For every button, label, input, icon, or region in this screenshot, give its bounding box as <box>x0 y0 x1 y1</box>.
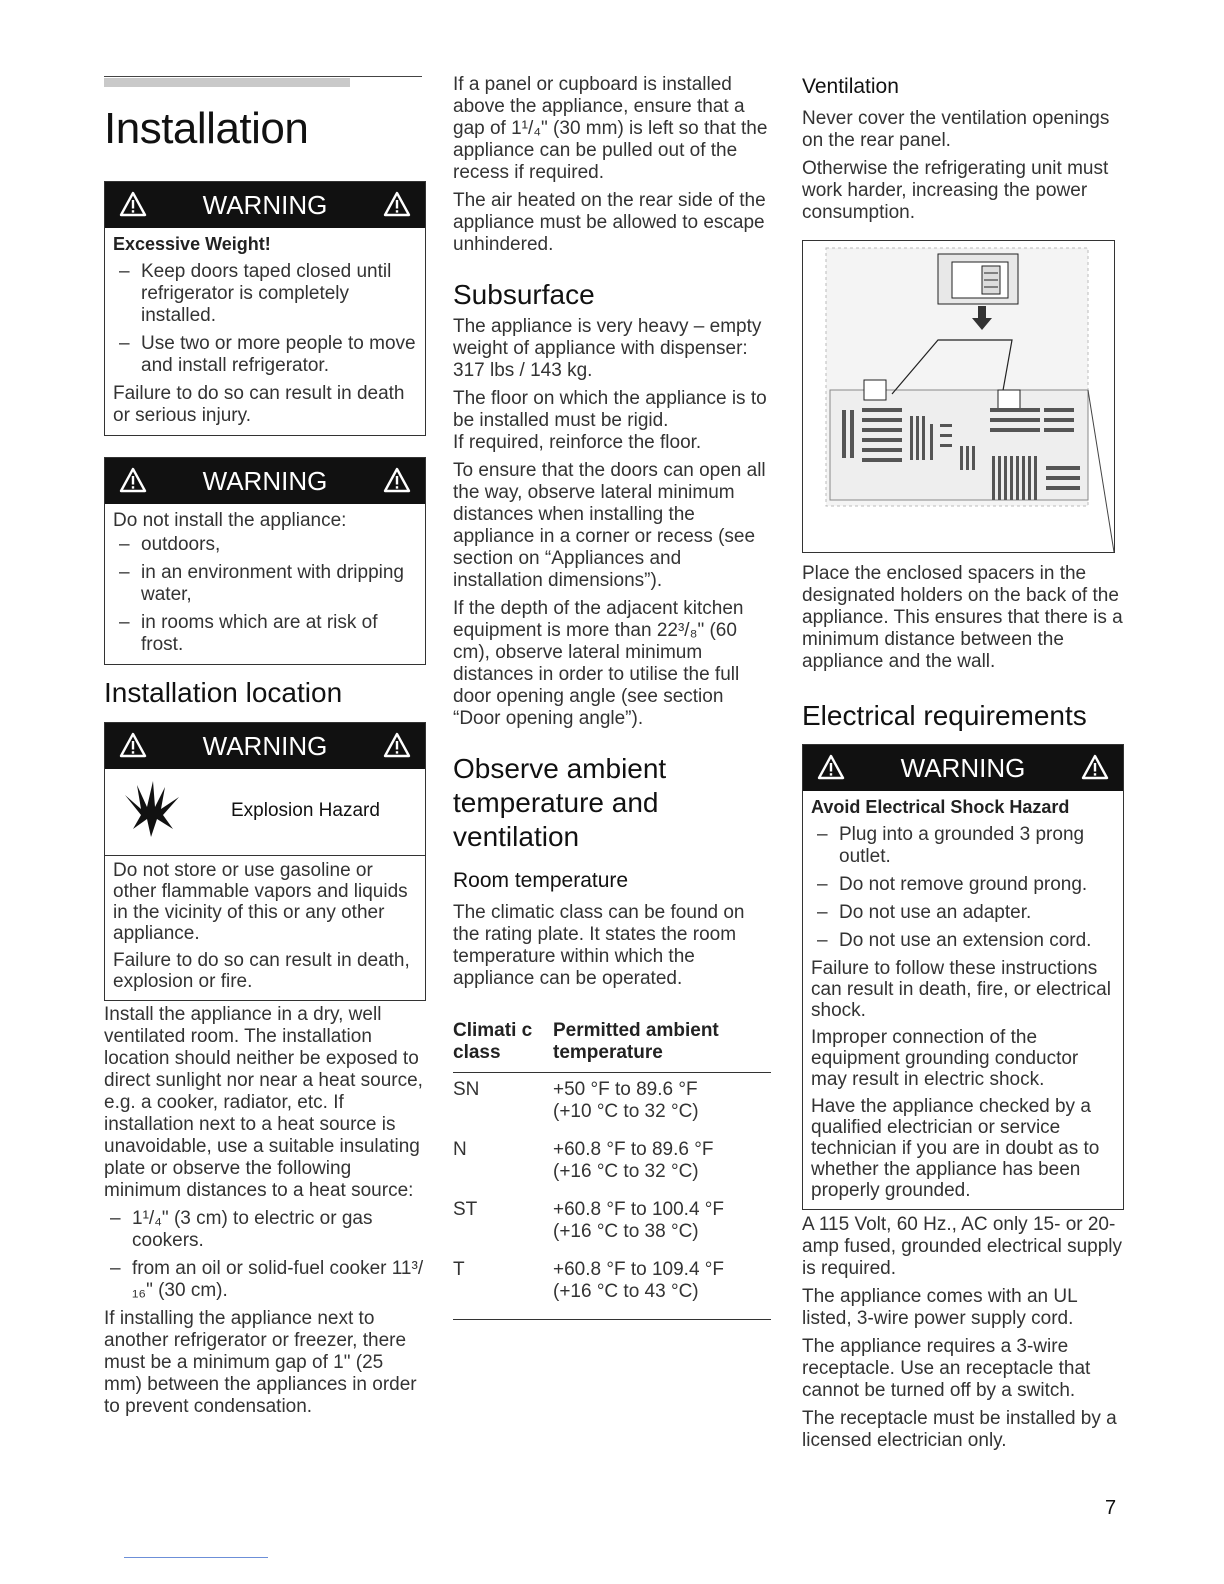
paragraph: The appliance is very heavy – empty weight of appliance with dispenser: 317 lbs / 143 kg. <box>453 316 762 381</box>
climatic-class-table <box>453 1020 771 1320</box>
warning-label: WARNING <box>202 465 328 496</box>
paragraph: If the depth of the adjacent kitchen equipment is more than 22³/₈" (60 cm), observe lateral minimum distances in order to utilise the full door opening angle (see section “Door opening angle”). <box>453 598 744 729</box>
warning-text: Failure to follow these instructions can result in death, fire, or electrical shock. <box>811 958 1111 1021</box>
section-heading-installation-location: Installation location <box>104 677 343 708</box>
paragraph: If a panel or cupboard is installed above the appliance, ensure that a gap of 1¹/₄" (30 mm) is left so that the appliance can be pulled out of the recess if required. <box>453 74 768 183</box>
paragraph: The floor on which the appliance is to be installed must be rigid. <box>453 388 767 431</box>
warning-triangle-icon <box>817 754 845 780</box>
paragraph: The receptacle must be installed by a licensed electrician only. <box>802 1408 1117 1451</box>
warning-box-electrical <box>802 744 1124 1210</box>
warning-label: WARNING <box>900 752 1026 783</box>
table-cell <box>553 1199 771 1259</box>
distance-list <box>104 1208 426 1302</box>
temp-f: +60.8 °F to 89.6 °F <box>553 1139 714 1160</box>
warning-text: Failure to do so can result in death, explosion or fire. <box>113 950 410 992</box>
page-title: Installation <box>104 104 309 153</box>
paragraph: The air heated on the rear side of the appliance must be allowed to escape unhindered. <box>453 190 766 255</box>
paragraph: The appliance comes with an UL listed, 3-wire power supply cord. <box>802 1286 1077 1329</box>
list-item: – Keep doors taped closed until refrigerator is completely installed. <box>113 261 417 327</box>
list-item: – outdoors, <box>113 534 417 556</box>
list-item: – Do not use an adapter. <box>811 902 1115 924</box>
paragraph: Install the appliance in a dry, well ventilated room. The installation location should neither be exposed to direct sunlight nor near a heat source, e.g. a cooker, radiator, etc. If installation next to a heat source is unavoidable, use a suitable insulating plate or observe the following minimum distances to a heat source: <box>104 1004 423 1201</box>
temp-f: +60.8 °F to 100.4 °F <box>553 1199 724 1220</box>
warning-footer: Failure to do so can result in death or serious injury. <box>113 383 405 426</box>
table-cell <box>553 1139 771 1199</box>
warning-header <box>803 745 1123 791</box>
paragraph: Never cover the ventilation openings on the rear panel. <box>802 108 1110 151</box>
list-item: – in an environment with dripping water, <box>113 562 417 606</box>
warning-triangle-icon <box>383 191 411 217</box>
temp-c: (+16 °C to 43 °C) <box>553 1281 699 1302</box>
temp-f: +60.8 °F to 109.4 °F <box>553 1259 724 1280</box>
table-cell <box>553 1259 771 1320</box>
warning-header <box>105 458 425 504</box>
warning-triangle-icon <box>119 467 147 493</box>
temp-c: (+16 °C to 38 °C) <box>553 1221 699 1242</box>
warning-list <box>113 534 417 656</box>
hazard-label: Explosion Hazard <box>231 800 380 821</box>
page-number: 7 <box>1105 1497 1117 1519</box>
table-row <box>453 1259 771 1320</box>
section-heading-electrical: Electrical requirements <box>802 700 1087 731</box>
table-cell: N <box>453 1139 467 1160</box>
section-heading-subsurface: Subsurface <box>453 279 595 310</box>
paragraph: The climatic class can be found on the rating plate. It states the room temperature within which the appliance can be operated. <box>453 902 745 989</box>
warning-triangle-icon <box>119 191 147 217</box>
temp-c: (+10 °C to 32 °C) <box>553 1101 699 1122</box>
column-2 <box>453 74 771 1320</box>
table-header: Permitted ambient temperature <box>553 1020 719 1063</box>
temp-f: +50 °F to 89.6 °F <box>553 1079 698 1100</box>
warning-box-location <box>104 457 426 665</box>
table-row <box>453 1073 771 1140</box>
list-item: – Do not use an extension cord. <box>811 930 1115 952</box>
list-item: – Do not remove ground prong. <box>811 874 1115 896</box>
list-item: – from an oil or solid-fuel cooker 11³/₁₆" (30 cm). <box>104 1258 426 1302</box>
paragraph: A 115 Volt, 60 Hz., AC only 15- or 20-amp fused, grounded electrical supply is required. <box>802 1214 1123 1279</box>
section-heading-ambient: Observe ambient temperature and ventilation <box>453 753 667 852</box>
column-3 <box>802 74 1124 224</box>
ventilation-caption-block <box>802 563 1124 733</box>
warning-box-explosion <box>104 722 426 1001</box>
paragraph: If required, reinforce the floor. <box>453 432 702 453</box>
warning-triangle-icon <box>383 732 411 758</box>
warning-text: Do not store or use gasoline or other flammable vapors and liquids in the vicinity of this or any other appliance. <box>113 860 408 944</box>
paragraph: The appliance requires a 3-wire receptacle. Use an receptacle that cannot be turned off by a switch. <box>802 1336 1091 1401</box>
list-item: – 1¹/₄" (3 cm) to electric or gas cookers. <box>104 1208 426 1252</box>
footer-rule <box>124 1557 268 1558</box>
warning-list <box>811 824 1115 952</box>
paragraph: If installing the appliance next to another refrigerator or freezer, there must be a minimum gap of 1" (25 mm) between the appliances in order to prevent condensation. <box>104 1308 417 1417</box>
table-cell: T <box>453 1259 465 1280</box>
warning-box-weight <box>104 181 426 436</box>
header-rule <box>104 76 422 88</box>
warning-heading: Avoid Electrical Shock Hazard <box>811 797 1070 817</box>
rear-panel-spacer-illustration <box>802 240 1116 554</box>
subheading-room-temperature: Room temperature <box>453 869 629 892</box>
paragraph: To ensure that the doors can open all the way, observe lateral minimum distances when installing the appliance in a corner or recess (see section on “Appliances and installation dimensions”). <box>453 460 766 591</box>
subheading-ventilation: Ventilation <box>802 75 899 98</box>
list-item: – Plug into a grounded 3 prong outlet. <box>811 824 1115 868</box>
figure-caption: Place the enclosed spacers in the designated holders on the back of the appliance. This ensures that there is a minimum distance between the appliance and the wall. <box>802 563 1123 672</box>
table-row <box>453 1139 771 1199</box>
list-item: – Use two or more people to move and install refrigerator. <box>113 333 417 377</box>
table-cell: SN <box>453 1079 480 1100</box>
temp-c: (+16 °C to 32 °C) <box>553 1161 699 1182</box>
electrical-body <box>802 1214 1124 1452</box>
warning-triangle-icon <box>119 732 147 758</box>
table-cell <box>553 1073 771 1140</box>
warning-triangle-icon <box>1081 754 1109 780</box>
warning-label: WARNING <box>202 189 328 220</box>
explosion-icon <box>117 779 187 841</box>
warning-header <box>105 182 425 228</box>
warning-list <box>113 261 417 377</box>
table-row <box>453 1199 771 1259</box>
warning-intro: Do not install the appliance: <box>113 510 347 531</box>
list-item: – in rooms which are at risk of frost. <box>113 612 417 656</box>
warning-text: Have the appliance checked by a qualified electrician or service technician if you are in doubt as to whether the appliance has been properly grounded. <box>811 1096 1100 1201</box>
warning-label: WARNING <box>202 730 328 761</box>
paragraph: Otherwise the refrigerating unit must work harder, increasing the power consumption. <box>802 158 1109 223</box>
warning-text: Improper connection of the equipment grounding conductor may result in electric shock. <box>811 1027 1079 1090</box>
table-header-row <box>453 1020 771 1073</box>
table-header: Climati c class <box>453 1020 533 1063</box>
table-cell: ST <box>453 1199 478 1220</box>
warning-header <box>105 723 425 769</box>
warning-triangle-icon <box>383 467 411 493</box>
location-body <box>104 1004 426 1418</box>
warning-heading: Excessive Weight! <box>113 234 271 254</box>
